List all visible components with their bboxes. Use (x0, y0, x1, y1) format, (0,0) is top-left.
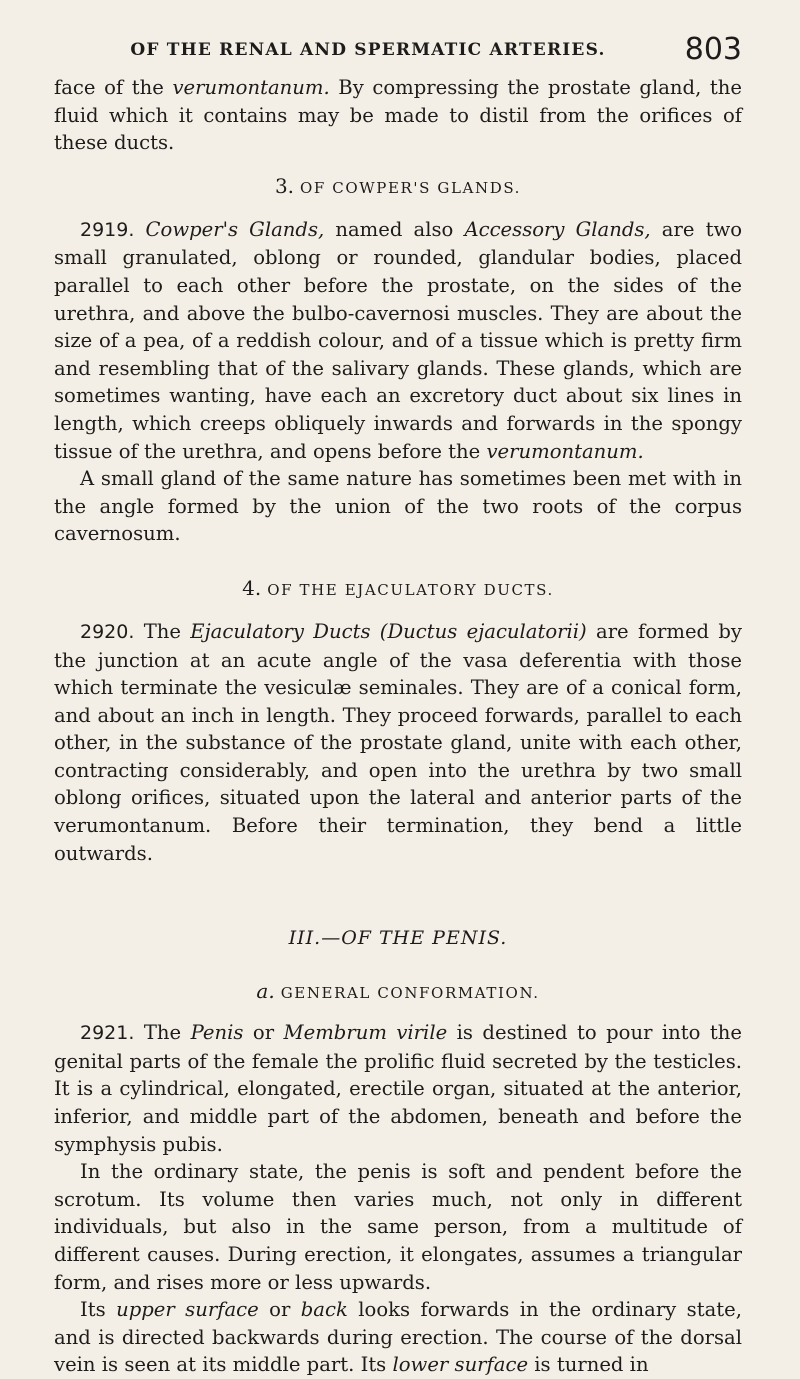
paragraph-2919-continued (54, 465, 742, 548)
term-ejaculatory-ducts: Ejaculatory Ducts (Ductus ejaculatorii) (190, 619, 587, 643)
paragraph-2921-upper-surface (54, 1296, 742, 1379)
para-2919-text-1: named also (324, 217, 465, 241)
para-2921-text-2: is destined to pour into the genital parts of the female the prolific fluid secreted by the testicles. It is a cylindrical, elongated, erectile organ, situated at the anterior, inferior, and middle part of the abdomen, beneath and before the symphysis pubis. (54, 1021, 742, 1156)
para-2921-text-0: The (134, 1021, 191, 1045)
term-back: back (300, 1298, 348, 1322)
paragraph-number: 2921. (80, 1022, 135, 1045)
para-2921-p3-text-1: or (258, 1298, 301, 1322)
section-3-heading (54, 174, 742, 198)
para-2920-text-1: are formed by the junction at an acute angle of the vasa deferentia with those which terminate the vesiculæ seminales. They are of a conical form, and about an inch in length. They proceed forwards, parallel to each other, in the substance of the prostate gland, unite with each other, contracting considerably, and open into the urethra by two small oblong orifices, situated upon the lateral and anterior parts of the verumontanum. Before their termination, they bend a little outwards. (54, 619, 742, 865)
paragraph-2919 (54, 216, 742, 465)
subsection-a-heading (54, 979, 742, 1003)
section-3-number: 3. (274, 173, 295, 198)
para-2919-text-3: A small gland of the same nature has sometimes been met with in the angle formed by the union of the two roots of the corpus cavernosum. (54, 467, 742, 546)
running-head: OF THE RENAL AND SPERMATIC ARTERIES. (130, 40, 606, 60)
page-header (54, 0, 742, 74)
part-3-heading: III.—OF THE PENIS. (288, 927, 508, 950)
paragraph-2920 (54, 618, 742, 867)
para-2921-text-1: or (243, 1021, 284, 1045)
para-2921-p3-text-0: Its (80, 1298, 117, 1322)
para-2921-p3-text-3: is turned in (528, 1353, 649, 1377)
intro-text-2: By compressing the prostate gland, the fluid which it contains may be made to distil from the orifices of these ducts. (54, 76, 743, 155)
term-penis: Penis (190, 1021, 244, 1045)
paragraph-2921-ordinary-state (54, 1158, 742, 1296)
subsection-a-number: a. (256, 979, 275, 1004)
term-membrum-virile: Membrum virile (283, 1021, 448, 1045)
term-accessory-glands: Accessory Glands, (464, 217, 651, 241)
page-number: 803 (684, 32, 742, 67)
paragraph-number: 2920. (80, 620, 135, 643)
section-4-number: 4. (242, 575, 262, 600)
term-upper-surface: upper surface (116, 1298, 259, 1322)
section-4-heading (54, 576, 742, 600)
para-2920-text-0: The (134, 619, 191, 643)
term-cowpers-glands: Cowper's Glands, (145, 217, 325, 241)
para-2921-p2: In the ordinary state, the penis is soft and pendent before the scrotum. Its volume then varies much, not only in different individuals, but also in the same person, from a multitude of different causes. During erection, it elongates, assumes a triangular form, and rises more or less upwards. (54, 1160, 742, 1294)
intro-paragraph (54, 74, 742, 157)
term-verumontanum: verumontanum. (486, 439, 644, 463)
subsection-a-title: GENERAL CONFORMATION. (280, 984, 540, 1003)
intro-text-1: face of the (54, 76, 173, 99)
section-3-title: OF COWPER'S GLANDS. (300, 178, 522, 197)
intro-italic-1: verumontanum. (172, 76, 330, 99)
paragraph-2921 (54, 1019, 742, 1158)
paragraph-number: 2919. (80, 218, 135, 241)
para-2921-p3-text-2: looks forwards in the ordinary state, and is directed backwards during erection. The course of the dorsal vein is seen at its middle part. Its (54, 1298, 742, 1377)
para-2919-text-2: are two small granulated, oblong or rounded, glandular bodies, placed parallel to each other before the prostate, on the sides of the urethra, and above the bulbo-cavernosi muscles. They are about the size of a pea, of a reddish colour, and of a tissue which is pretty firm and resembling that of the salivary glands. These glands, which are sometimes wanting, have each an excretory duct about six lines in length, which creeps obliquely inwards and forwards in the spongy tissue of the urethra, and opens before the (54, 217, 743, 463)
term-lower-surface: lower surface (392, 1353, 529, 1377)
section-4-title: OF THE EJACULATORY DUCTS. (267, 580, 554, 599)
